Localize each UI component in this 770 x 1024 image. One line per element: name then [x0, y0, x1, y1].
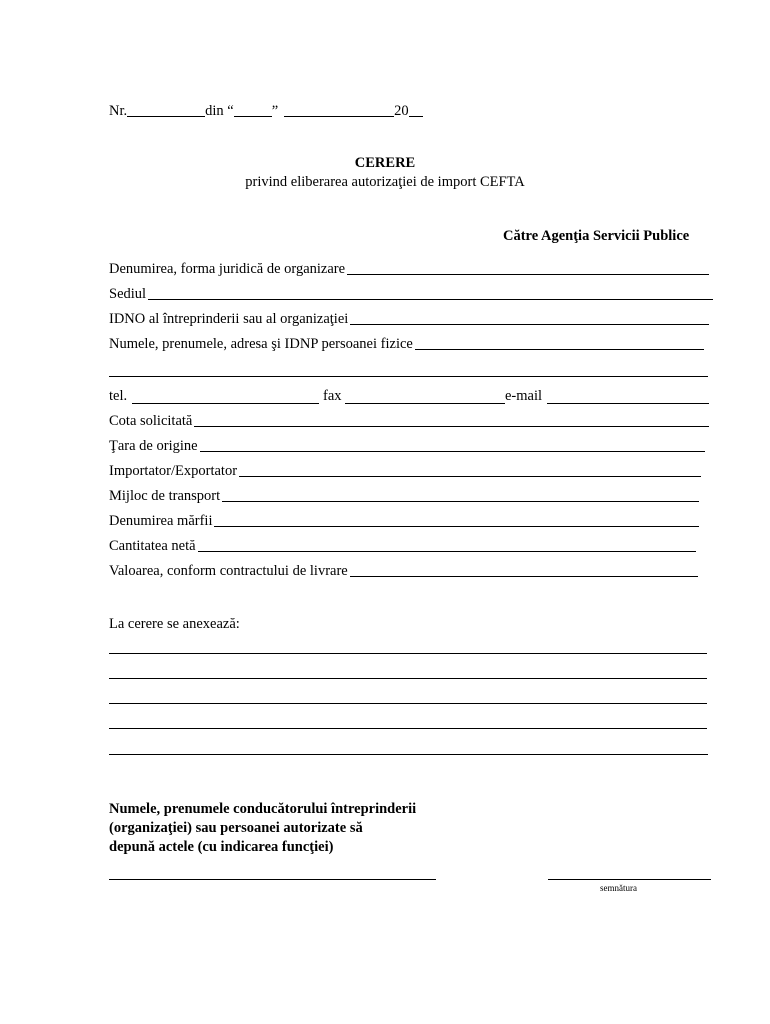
- annex-line[interactable]: [109, 728, 707, 729]
- month-blank[interactable]: [284, 115, 394, 117]
- signatory-name-line[interactable]: [109, 879, 436, 880]
- field-marfa: [109, 514, 699, 529]
- din-label: din “: [205, 103, 234, 119]
- importator-input-line[interactable]: [239, 476, 701, 477]
- addressee: Către Agenţia Servicii Publice: [503, 228, 690, 244]
- year-blank[interactable]: [409, 115, 423, 117]
- field-valoarea: [109, 564, 698, 579]
- fax-label: fax: [323, 388, 342, 404]
- field-denumirea: [109, 262, 709, 277]
- signature-label: semnătura: [600, 883, 637, 893]
- signature-line[interactable]: [548, 879, 711, 880]
- contact-row: [109, 389, 709, 405]
- annex-label: La cerere se anexează:: [109, 616, 240, 632]
- signatory-line-1: Numele, prenumele conducătorului întreprinderii: [109, 801, 417, 817]
- field-numele: [109, 337, 704, 352]
- tara-input-line[interactable]: [200, 451, 705, 452]
- sediul-input-line[interactable]: [148, 299, 713, 300]
- valoarea-input-line[interactable]: [350, 576, 698, 577]
- field-label: Denumirea, forma juridică de organizare: [109, 261, 346, 277]
- mijloc-input-line[interactable]: [222, 501, 699, 502]
- field-sediul: [109, 287, 713, 302]
- idno-input-line[interactable]: [350, 324, 709, 325]
- day-blank[interactable]: [234, 115, 272, 117]
- annex-line[interactable]: [109, 754, 708, 755]
- field-label: Cantitatea netă: [109, 538, 196, 554]
- annex-line[interactable]: [109, 653, 707, 654]
- numele-input-line[interactable]: [415, 349, 704, 350]
- field-cota: [109, 414, 709, 429]
- email-label: e-mail: [505, 388, 543, 404]
- annex-line[interactable]: [109, 703, 707, 704]
- marfa-input-line[interactable]: [214, 526, 699, 527]
- signatory-instructions: [109, 800, 416, 857]
- field-label: IDNO al întreprinderii sau al organizaţiei: [109, 311, 349, 327]
- close-quote: ”: [271, 103, 279, 119]
- document-title: CERERE: [354, 155, 416, 171]
- field-label: Denumirea mărfii: [109, 513, 213, 529]
- numele-continuation-line[interactable]: [109, 376, 708, 377]
- number-blank[interactable]: [127, 115, 205, 117]
- field-idno: [109, 312, 709, 327]
- document-subtitle: privind eliberarea autorizaţiei de import CEFTA: [245, 174, 525, 190]
- year-prefix: 20: [394, 103, 409, 119]
- document-number-line: [109, 104, 423, 119]
- tel-label: tel.: [109, 388, 128, 404]
- signatory-line-2: (organizaţiei) sau persoanei autorizate să: [109, 820, 363, 836]
- field-label: Importator/Exportator: [109, 463, 238, 479]
- annex-line[interactable]: [109, 678, 707, 679]
- nr-label: Nr.: [109, 103, 128, 119]
- denumirea-input-line[interactable]: [347, 274, 709, 275]
- signatory-line-3: depună actele (cu indicarea funcţiei): [109, 839, 334, 855]
- field-label: Mijloc de transport: [109, 488, 221, 504]
- fax-input-line[interactable]: [345, 403, 505, 404]
- field-mijloc: [109, 489, 699, 504]
- field-label: Sediul: [109, 286, 147, 302]
- field-importator: [109, 464, 701, 479]
- tel-input-line[interactable]: [132, 403, 319, 404]
- field-cantitatea: [109, 539, 696, 554]
- field-label: Valoarea, conform contractului de livrare: [109, 563, 348, 579]
- cota-input-line[interactable]: [194, 426, 709, 427]
- email-input-line[interactable]: [547, 403, 709, 404]
- field-label: Ţara de origine: [109, 438, 198, 454]
- field-label: Cota solicitată: [109, 413, 193, 429]
- field-tara: [109, 439, 705, 454]
- cantitatea-input-line[interactable]: [198, 551, 696, 552]
- field-label: Numele, prenumele, adresa şi IDNP persoanei fizice: [109, 336, 413, 352]
